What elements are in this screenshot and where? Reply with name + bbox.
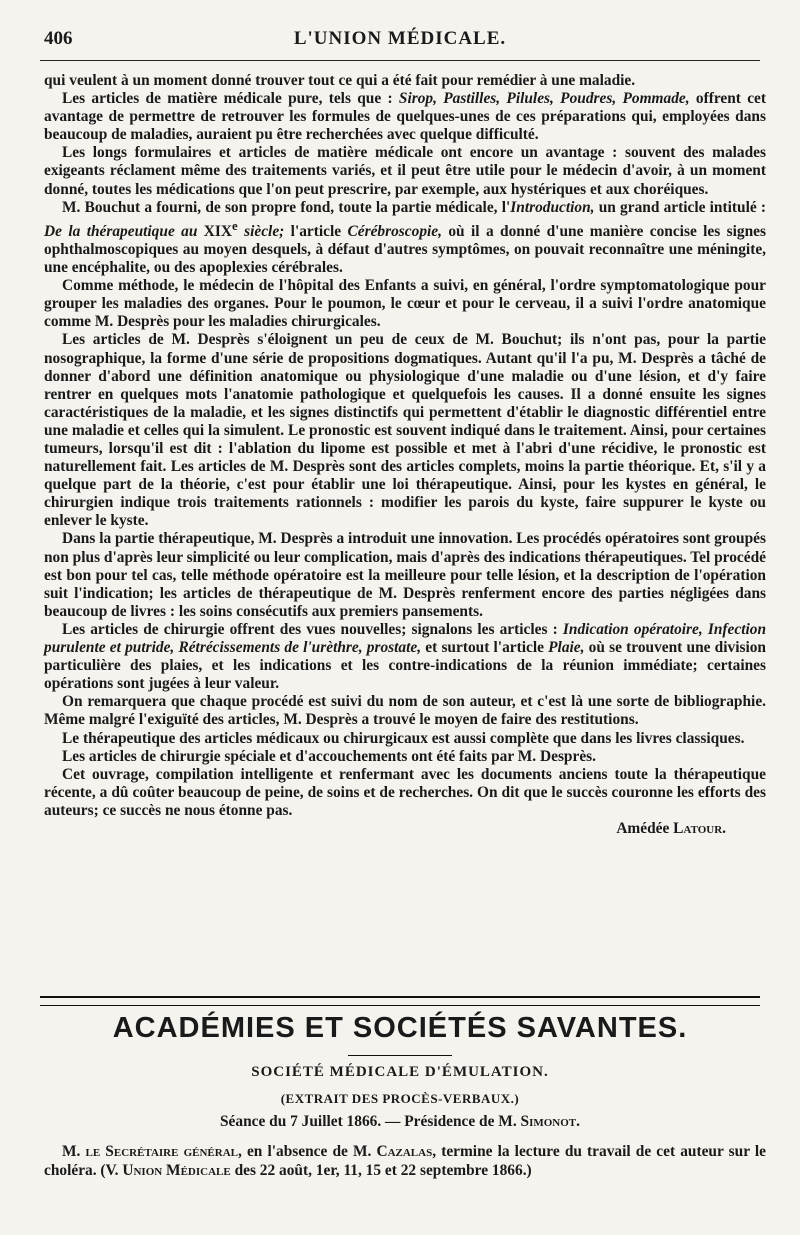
extract-label: (EXTRAIT DES PROCÈS-VERBAUX.): [280, 1091, 520, 1106]
section-divider: [40, 996, 760, 1006]
paragraph-3: Les longs formulaires et articles de matière médicale ont encore un avantage : souvent des malades exigeants réclament même des traitements variés, et il peut être utile pour le médecin d'avoir, à un moment donné, toutes les médications que l'on peut prescrire, par exemple, aux hystériques et aux choréiques.: [44, 144, 766, 198]
author-signature: Amédée Latour.: [616, 819, 726, 837]
paragraph-11: Les articles de chirurgie spéciale et d'accouchements ont été faits par M. Desprès.: [62, 747, 596, 765]
paragraph-6: Les articles de M. Desprès s'éloignent un peu de ceux de M. Bouchut; ils n'ont pas, pour la partie nosographique, la forme d'une série de propositions dogmatiques. Autant qu'il l'a pu, M. Desprès a tâché de donner d'abord une définition anatomique ou physiologique d'une maladie ou d'une lésion, et d'y faire rentrer en quelques mots l'anatomie pathologique et quelquefois les causes. Il a donné ensuite les signes caractéristiques de la maladie, et les signes distinctifs qui permettent d'établir le diagnostic différentiel entre une maladie et celles qui la simulent. Le pronostic est souvent indiqué dans le traitement. Ainsi, pour certaines tumeurs, lorsqu'il est dit : l'ablation du lipome est possible et met à l'abri d'une récidive, le pronostic est naturellement fait. Les articles de M. Desprès sont des articles complets, moins la partie théorique. Et, s'il y a quelque part de la théorie, c'est pour établir une loi thérapeutique. Ainsi, pour les kystes en général, le chirurgien indique trois traitements rationnels : modifier les parois du kyste, faire suppurer le kyste ou enlever le kyste.: [44, 331, 766, 530]
paragraph-8: Les articles de chirurgie offrent des vues nouvelles; signalons les articles : Indication opératoire, Infection purulente et putride, Rétrécissements de l'urèthre, prostate, et surtout l'article Plaie, où se trouvent une division particulière des plaies, et les indications et les contre-indications de la réunion immédiate; certaines opérations sont jugées à leur valeur.: [44, 620, 766, 693]
section-title: ACADÉMIES ET SOCIÉTÉS SAVANTES.: [112, 1012, 688, 1044]
society-name: SOCIÉTÉ MÉDICALE D'ÉMULATION.: [251, 1064, 549, 1080]
running-head: [34, 24, 766, 50]
session-line: Séance du 7 Juillet 1866. — Présidence de M. Simonot.: [220, 1113, 580, 1130]
paragraph-4: M. Bouchut a fourni, de son propre fond, toute la partie médicale, l'Introduction, un grand article intitulé : De la thérapeutique au XIXe siècle; l'article Cérébroscopie, où il a donné d'une manière concise les signes ophthalmoscopiques au moyen desquels, à défaut d'autres symptômes, on pouvait reconnaître une méningite, une encéphalite, ou des apoplexies cérébrales.: [44, 198, 767, 277]
paragraph-12: Cet ouvrage, compilation intelligente et renfermant avec les documents anciens toute la thérapeutique récente, a dû coûter beaucoup de peine, de soins et de recherches. On dit que le succès couronne les efforts des auteurs; ce succès ne nous étonne pas.: [44, 765, 766, 819]
minutes-paragraph: M. le Secrétaire général, en l'absence de M. Cazalas, termine la lecture du travail de cet auteur sur le choléra. (V. Union Médicale des 22 août, 1er, 11, 15 et 22 septembre 1866.): [44, 1143, 766, 1179]
paragraph-10: Le thérapeutique des articles médicaux ou chirurgicaux est aussi complète que dans les livres classiques.: [62, 729, 745, 747]
page-number: 406: [44, 28, 73, 49]
journal-title: L'UNION MÉDICALE.: [293, 28, 507, 49]
review-article: [44, 72, 766, 838]
title-rule: [348, 1055, 452, 1056]
paragraph-7: Dans la partie thérapeutique, M. Desprès a introduit une innovation. Les procédés opératoires sont groupés non plus d'après leur simplicité ou leur complication, mais d'après des indications thérapeutiques. Tel procédé est bon pour tel cas, telle méthode opératoire est la meilleure pour telle lésion, et la description de l'opération suit l'indication; les articles de thérapeutique de M. Desprès renferment encore des parties négligées dans beaucoup de livres : les soins consécutifs aux premiers pansements.: [44, 530, 766, 620]
paragraph-1: qui veulent à un moment donné trouver tout ce qui a été fait pour remédier à une maladie.: [44, 72, 636, 89]
header-rule: [40, 60, 760, 61]
paragraph-5: Comme méthode, le médecin de l'hôpital des Enfants a suivi, en général, l'ordre symptomatologique pour grouper les maladies des organes. Pour le poumon, le cœur et pour le cerveau, il a suivi l'ordre anatomique comme M. Desprès pour les maladies chirurgicales.: [44, 277, 766, 331]
paragraph-2: Les articles de matière médicale pure, tels que : Sirop, Pastilles, Pilules, Poudres, Pommade, offrent cet avantage de permettre de retrouver les formules de quelques-unes de ces préparations qui, employées dans beaucoup de maladies, auraient pu être recherchées avec quelque difficulté.: [44, 90, 766, 144]
paragraph-9: On remarquera que chaque procédé est suivi du nom de son auteur, et c'est là une sorte de bibliographie. Même malgré l'exiguïté des articles, M. Desprès a trouvé le moyen de faire des restitutions.: [44, 693, 766, 729]
